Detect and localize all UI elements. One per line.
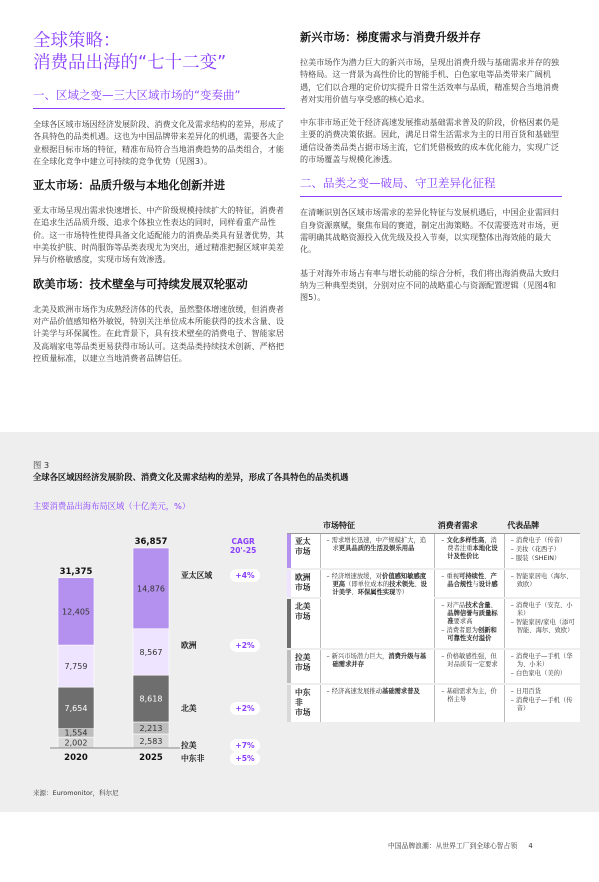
emerging-paragraph-2: 中东非市场正处于经济高速发展推动基础需求普及的阶段，价格因素仍是主要的消费决策依据。因此，满足日常生活需求为主的日用百货和基础型通信设备类品类占据市场主流，它们凭借极致的成本优化能力，实现广泛的市场覆盖与规模化渗透。 [300, 117, 560, 165]
matrix-cell-brands [504, 534, 580, 570]
region-color-bar [287, 534, 291, 568]
matrix-region-cell [287, 598, 320, 649]
matrix-row [287, 684, 580, 723]
matrix-cell-features [320, 534, 435, 570]
matrix-cell-line: – 智能家居电（海尔、致欧） [510, 573, 573, 588]
cagr-pill: +2% [230, 702, 260, 715]
matrix-cell-line: – 美妆（花西子） [510, 546, 560, 553]
region-name-line: 亚太 [295, 537, 311, 546]
cagr-label-line2: 20'-25 [230, 546, 257, 555]
bar-value-label: 2,002 [64, 738, 88, 748]
bar-value-label: 7,759 [64, 662, 88, 672]
x-tick-label: 2025 [139, 753, 163, 763]
region-label: 拉美 [181, 741, 197, 750]
bar-total-label: 36,857 [134, 537, 168, 547]
region-name-line: 欧洲 [295, 573, 311, 582]
matrix-cell-brands [504, 649, 580, 684]
matrix-cell-line: – 消费电子—手机（华为、小米） [510, 653, 573, 668]
matrix-cell-line: – 基础需求为主，价格主导 [441, 688, 497, 703]
right-column [300, 30, 562, 314]
matrix-cell-brands [504, 684, 580, 723]
page-number: 4 [528, 842, 533, 850]
matrix-row [287, 534, 580, 570]
bar-value-label: 2,583 [139, 736, 163, 746]
matrix-cell-line: – 需求增长迅速，中产规模扩大，追求更具品质的生活及娱乐用品 [326, 537, 427, 552]
region-label: 亚太区域 [181, 571, 213, 580]
matrix-header-features: 市场特征 [320, 520, 435, 534]
region-label: 北美 [181, 704, 197, 713]
bar-value-label: 14,876 [137, 584, 165, 594]
matrix-cell-line: – 对产品技术含量、品牌信誉与质量标准要求高 [441, 602, 498, 625]
bar-value-label: 8,618 [139, 694, 163, 704]
region-name-line: 市场 [295, 612, 311, 621]
bar-value-label: 8,567 [139, 647, 163, 657]
figure-source: 来源：Euromonitor，科尔尼 [33, 789, 119, 797]
x-tick-label: 2020 [64, 753, 88, 763]
matrix-region-cell [287, 569, 320, 598]
matrix-cell-line: – 价格敏感性强，但对品质有一定要求 [441, 653, 498, 668]
region-name-line: 北美 [295, 602, 311, 611]
cagr-pill: +4% [230, 569, 260, 582]
cagr-label-line1: CAGR [231, 537, 255, 546]
chart-title: 主要消费品出海布局区域（十亿美元，%） [33, 501, 191, 511]
cagr-pill: +7% [230, 739, 260, 752]
footer-text: 中国品牌浪潮：从世界工厂到全球心智占领 [388, 842, 518, 850]
matrix-cell-line: – 白色家电（美的） [510, 670, 567, 677]
section1-heading: 一、区域之变—三大区域市场的“变奏曲” [33, 88, 285, 109]
matrix-header-blank [287, 520, 320, 534]
bar-value-label: 7,654 [64, 703, 88, 713]
figure-title: 全球各区域因经济发展阶段、消费文化及需求结构的差异，形成了各具特色的品类机遇 [33, 472, 349, 482]
matrix-cell-features [320, 684, 435, 723]
matrix-cell-line: – 经济高速发展推动基础需求普及 [326, 688, 420, 695]
region-name-line: 市场 [295, 547, 311, 556]
region-color-bar [287, 570, 291, 597]
region-name-line: 市场 [295, 663, 311, 672]
bar-total-label: 31,375 [59, 566, 93, 577]
page-title-line2: 消费品出海的“七十二变” [33, 53, 227, 73]
apac-heading: 亚太市场：品质升级与本地化创新并进 [33, 179, 226, 193]
emerging-paragraph-1: 拉美市场作为潜力巨大的新兴市场，呈现出消费升级与基础需求并存的独特格局。这一背景为高性价比的智能手机、白色家电等品类带来广阔机遇，它们以合理的定价切实提升日常生活效率与品质，精准契合当地消费者对实用价值与享受感的核心追求。 [300, 57, 560, 104]
section2-heading: 二、品类之变—破局、守卫差异化征程 [300, 176, 562, 197]
matrix-cell-line: – 服装（SHEIN） [510, 555, 561, 562]
matrix-region-cell [287, 649, 320, 684]
matrix-cell-line: – 文化多样性高，消费者注重本地化设计及性价比 [441, 537, 498, 560]
matrix-cell-line: – 消费电子—手机（传音） [510, 697, 573, 712]
region-label: 中东非 [181, 754, 205, 763]
emerging-heading: 新兴市场：梯度需求与消费升级并存 [300, 31, 481, 44]
bar-value-label: 1,554 [64, 728, 88, 738]
region-color-bar [287, 599, 291, 648]
matrix-cell-needs [435, 684, 504, 723]
matrix-cell-line: – 消费者愿为创新和可靠性支付溢价 [441, 627, 497, 642]
matrix-header-brands: 代表品牌 [504, 520, 580, 534]
region-name-line: 市场 [295, 708, 311, 717]
matrix-cell-needs [435, 649, 504, 684]
matrix-cell-line: – 重视可持续性、产品合规性与设计感 [441, 573, 498, 588]
section1-paragraph: 全球各区域市场因经济发展阶段、消费文化及需求结构的差异，形成了各具特色的品类机遇。这也为中国品牌带来差异化的机遇，需要各大企业根据目标市场的特征，精准布局符合当地消费趋势的品类组合，才能在全球化竞争中建立可持续的竞争优势（见图3）。 [33, 119, 284, 166]
matrix-region-cell [287, 534, 320, 570]
cagr-pill: +2% [230, 639, 260, 652]
matrix-cell-needs [435, 598, 504, 649]
region-name-line: 市场 [295, 583, 311, 592]
cagr-label [230, 537, 256, 555]
page-title [33, 30, 285, 74]
matrix-region-cell [287, 684, 320, 723]
matrix-cell-features [320, 649, 435, 684]
apac-paragraph: 亚太市场呈现出需求快速增长、中产阶级规模持续扩大的特征，消费者在追求生活品质升级、追求个体独立性表达的同时，同样看重产品性价。这一市场特性使得具备文化适配能力的消费品类具有显著优势，其中美妆护肤、时尚服饰等品类表现尤为突出，通过精准把握区域审美差异与价格敏感度，实现市场有效渗透。 [33, 205, 284, 265]
matrix-cell-line: – 消费电子（传音） [510, 537, 567, 544]
matrix-cell-line: – 智能家居/家电（添可智能、海尔、致欧） [510, 619, 575, 634]
region-name-line: 拉美 [295, 653, 311, 662]
matrix-cell-line: – 经济增速放缓，对价值感知敏感度更高（即单位成本的技术领先、设计美学、环保属性实现等） [326, 573, 427, 596]
matrix-row [287, 569, 580, 598]
bar-value-label: 12,405 [62, 607, 90, 617]
market-matrix-table [287, 520, 580, 724]
matrix-cell-features [320, 569, 435, 649]
matrix-cell-line: – 日用百货 [510, 688, 542, 695]
region-label: 欧洲 [181, 641, 197, 650]
matrix-cell-line: – 消费电子（安克、小米） [510, 602, 573, 617]
matrix-cell-needs [435, 534, 504, 570]
region-color-bar [287, 685, 291, 722]
euna-paragraph: 北美及欧洲市场作为成熟经济体的代表，虽然整体增速放缓，但消费者对产品价值感知格外敏锐，特别关注单位成本所能获得的技术含量、设计美学与环保属性。在此背景下，具有技术壁垒的消费电子、智能家居及高端家电等品类更易获得市场认可。这类品类持续技术创新、严格把控质量标准，以建立当地消费者品牌信任。 [33, 303, 284, 363]
page-footer [388, 840, 533, 850]
section2-paragraph-2: 基于对海外市场占有率与增长动能的综合分析，我们将出海消费品大致归纳为三种典型类别，分别对应不同的战略重心与资源配置逻辑（见图4和图5）。 [300, 267, 560, 303]
matrix-row [287, 649, 580, 684]
region-color-bar [287, 650, 291, 683]
page-title-line1: 全球策略： [33, 31, 121, 51]
section2-paragraph-1: 在清晰识别各区域市场需求的差异化特征与发展机遇后，中国企业需回归自身资源禀赋，聚焦布局的赛道，制定出海策略。不仅需要选对市场，更需明确其战略资源投入优先级及投入节奏，以实现整体出海效能的最大化。 [300, 207, 560, 255]
matrix-header-needs: 消费者需求 [435, 520, 504, 534]
cagr-pill: +5% [230, 752, 260, 765]
region-name-line: 中东非 [295, 688, 311, 707]
matrix-cell-brands [504, 569, 580, 598]
matrix-cell-brands [504, 598, 580, 649]
bar-value-label: 2,213 [139, 723, 163, 733]
figure-label: 图 3 [33, 460, 50, 470]
left-column [33, 30, 285, 375]
matrix-cell-needs [435, 569, 504, 598]
matrix-cell-line: – 新兴市场潜力巨大，消费升级与基础需求并存 [326, 653, 427, 668]
euna-heading: 欧美市场：技术壁垒与可持续发展双轮驱动 [33, 277, 248, 291]
